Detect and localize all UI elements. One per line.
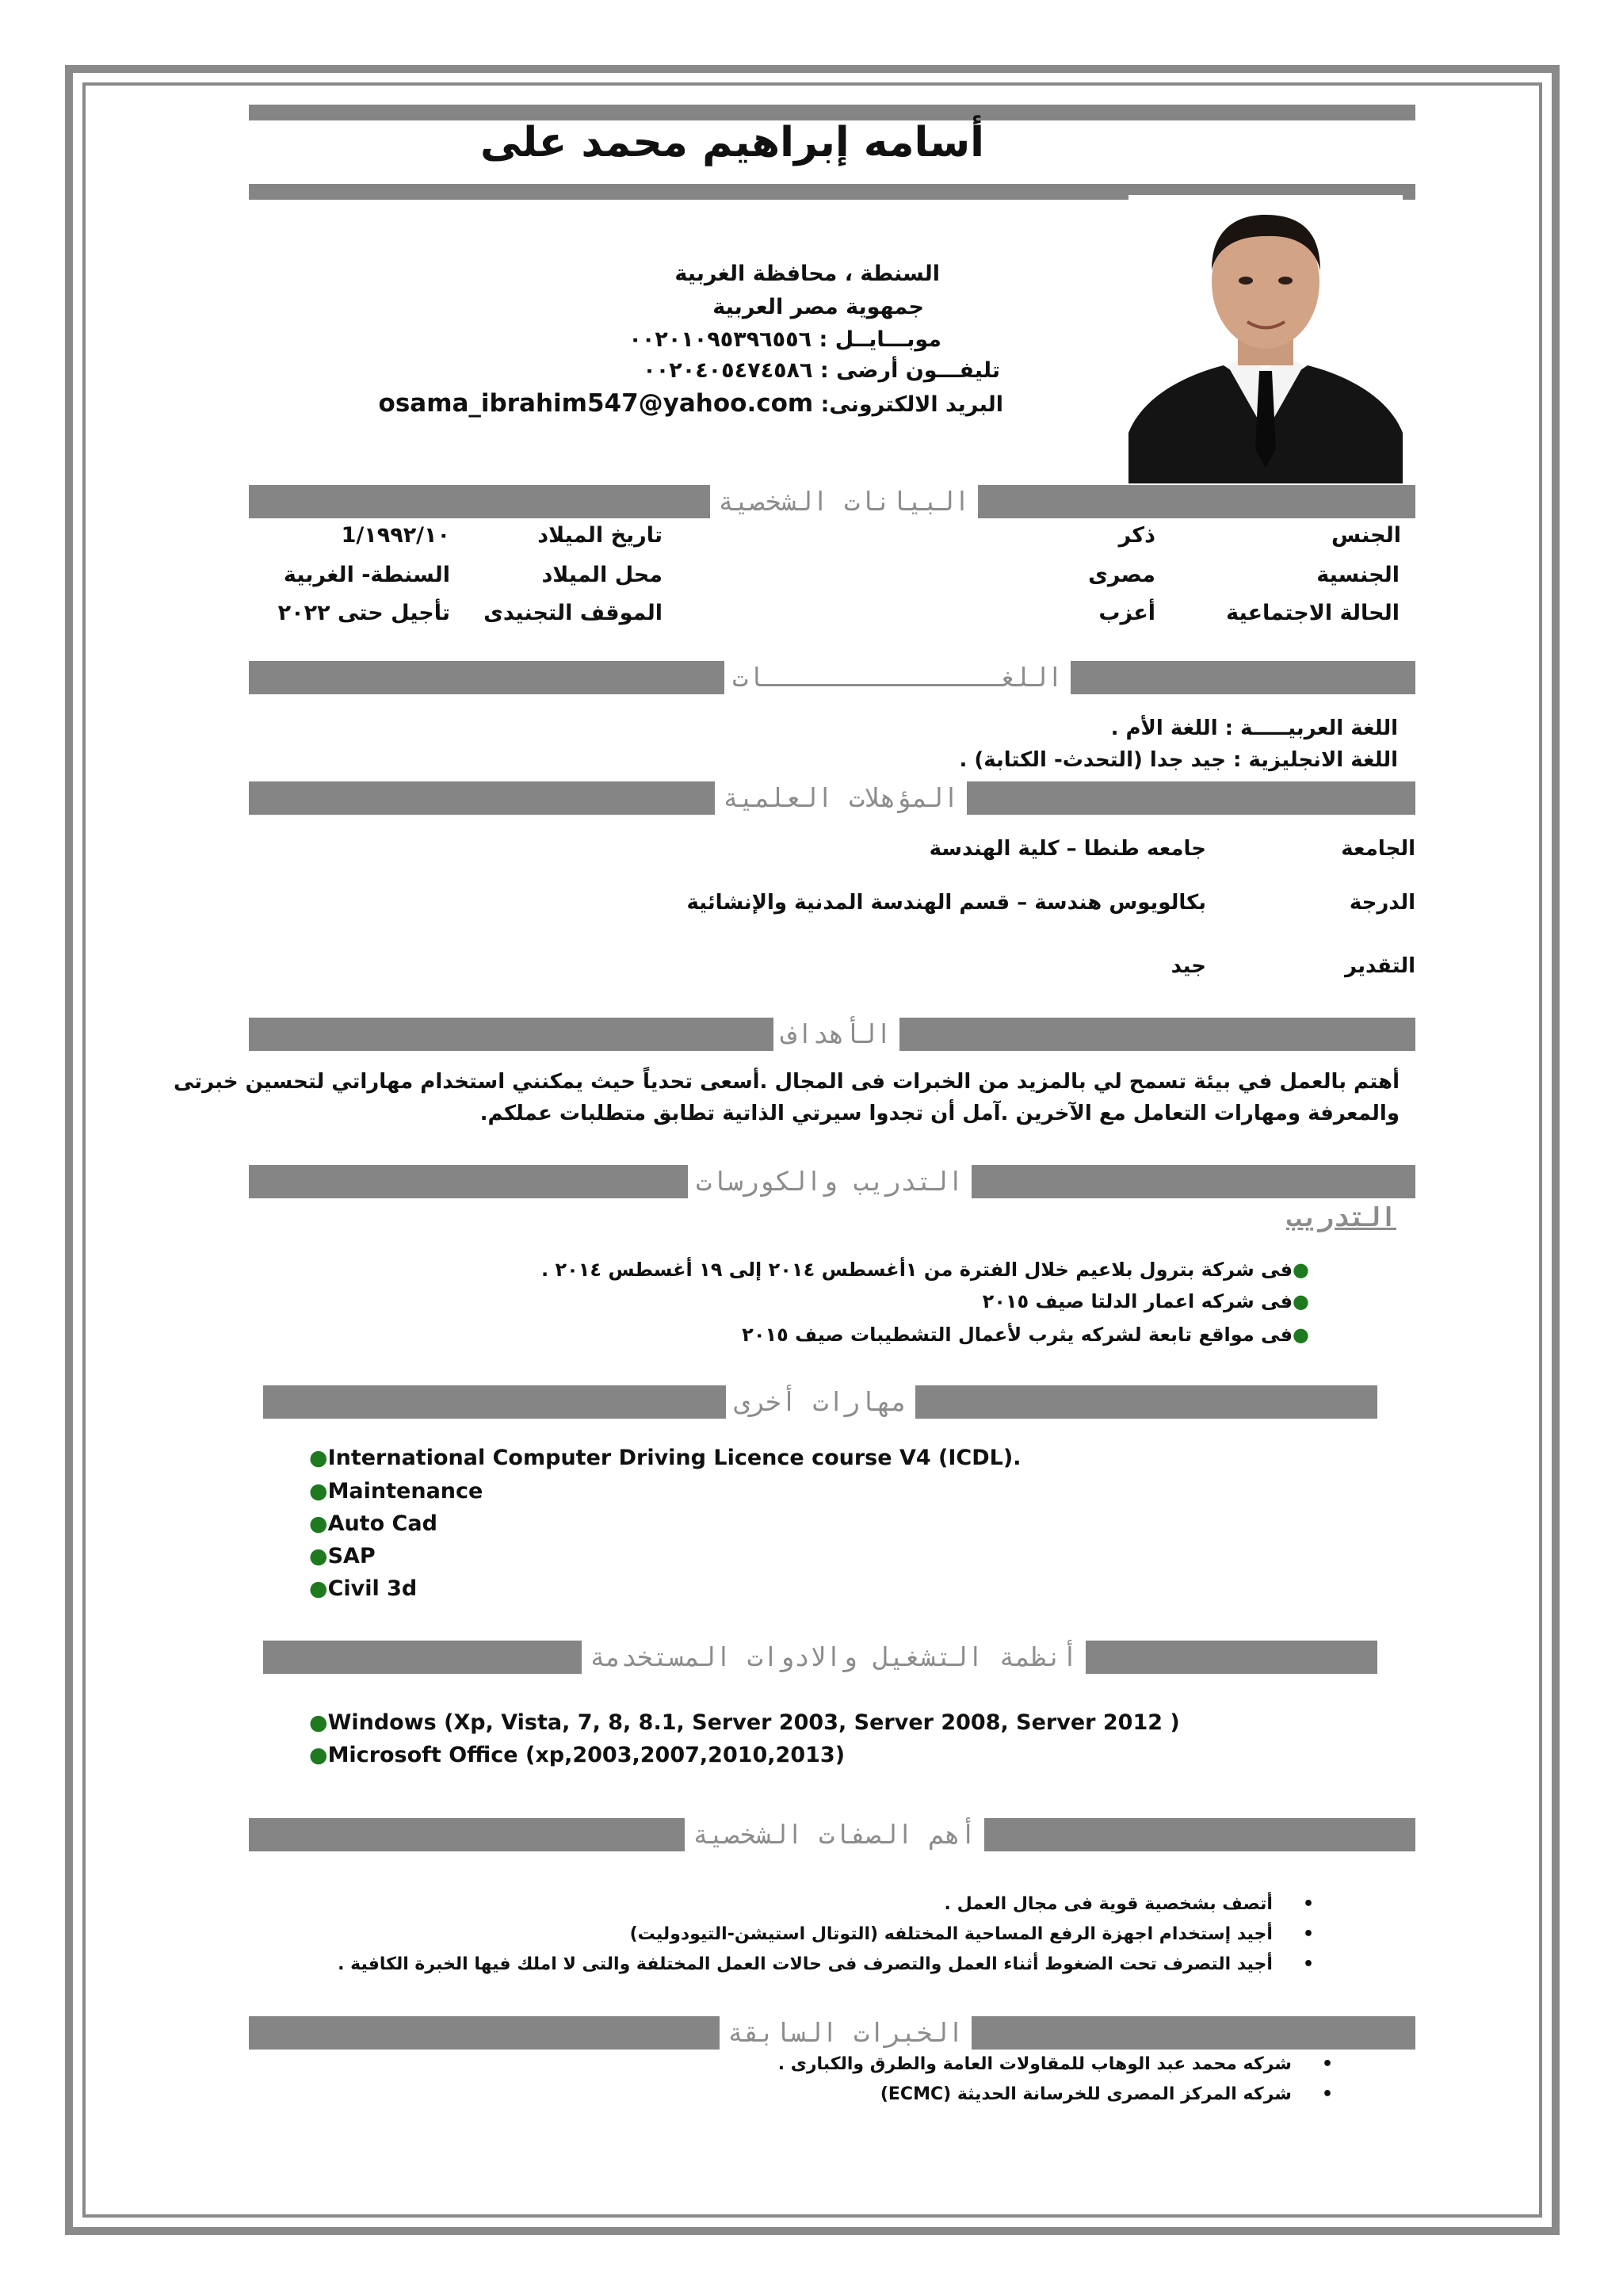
section-title-objectives: الأهداف: [773, 1018, 899, 1051]
university-value: جامعه طنطا – كلية الهندسة: [929, 837, 1206, 861]
phone-line: تليفـــون أرضى : ٠٠٢٠٤٠٥٤٧٤٥٨٦: [643, 358, 1000, 383]
birthdate-value: ١٩٩٢/١٠/1: [341, 523, 450, 548]
email-label: البريد الالكترونى:: [813, 392, 1003, 417]
skill-item: ●Auto Cad: [309, 1511, 437, 1536]
mobile-line: موبـــايــل : ٠٠٢٠١٠٩٥٣٩٦٥٥٦: [628, 327, 941, 352]
bullet-icon: ●: [309, 1479, 328, 1503]
section-objectives: [249, 1018, 1415, 1051]
skill-item: ●SAP: [309, 1544, 376, 1568]
degree-value: بكالويوس هندسة – قسم الهندسة المدنية والإنشائية: [686, 891, 1206, 915]
country-line: جمهوية مصر العربية: [712, 295, 924, 319]
section-title-traits: أهم الصفات الشخصية: [685, 1818, 984, 1851]
section-experience: [249, 2016, 1415, 2050]
training-item: ●فى مواقع تابعة لشركه يثرب لأعمال التشطيبات صيف ٢٠١٥: [742, 1324, 1309, 1346]
bullet-icon: •: [1321, 2054, 1333, 2074]
nationality-value: مصرى: [1088, 563, 1155, 587]
language-arabic: اللغة العربيـــــة : اللغة الأم .: [1110, 716, 1398, 740]
header-top-bar: [249, 105, 1415, 120]
section-languages: [249, 661, 1415, 694]
bullet-icon: ●: [309, 1544, 328, 1568]
degree-label: الدرجة: [1349, 891, 1415, 915]
experience-item: •شركه محمد عبد الوهاب للمقاولات العامة والطرق والكبارى .: [777, 2054, 1333, 2074]
military-label: الموقف التجنيدى: [483, 601, 663, 625]
university-label: الجامعة: [1341, 837, 1415, 861]
objectives-line-1: أهتم بالعمل في بيئة تسمح لي بالمزيد من الخبرات فى المجال .أسعى تحدياً حيث يمكنني استخدام مهاراتي لتحسين خبرتى: [174, 1070, 1400, 1094]
grade-value: جيد: [1170, 954, 1206, 978]
bullet-icon: ●: [309, 1710, 328, 1735]
bullet-icon: ●: [309, 1511, 328, 1536]
birthplace-value: السنطة- الغربية: [283, 563, 450, 587]
training-item: ●فى شركة بترول بلاعيم خلال الفترة من ١أغسطس ٢٠١٤ إلى ١٩ أغسطس ٢٠١٤ .: [540, 1259, 1309, 1281]
objectives-line-2: والمعرفة ومهارات التعامل مع الآخرين .آمل أن تجدوا سيرتي الذاتية تطابق متطلبات عملكم.: [479, 1102, 1400, 1125]
nationality-label: الجنسية: [1316, 563, 1400, 587]
bullet-icon: ●: [1293, 1259, 1309, 1281]
section-systems: [263, 1641, 1377, 1674]
section-title-languages: اللغـــــــــــــــات: [724, 661, 1071, 694]
section-traits: [249, 1818, 1415, 1851]
email-address[interactable]: osama_ibrahim547@yahoo.com: [378, 389, 814, 418]
skill-item: ●Maintenance: [309, 1479, 483, 1503]
address-line: السنطة ، محافظة الغربية: [674, 262, 940, 286]
bullet-icon: •: [1302, 1924, 1314, 1944]
bullet-icon: ●: [1293, 1290, 1309, 1312]
language-english: اللغة الانجليزية : جيد جدا (التحدث- الكتابة) .: [959, 748, 1398, 772]
gender-value: ذكر: [1118, 523, 1155, 548]
training-item: ●فى شركه اعمار الدلتا صيف ٢٠١٥: [982, 1290, 1309, 1312]
bullet-icon: •: [1302, 1894, 1314, 1914]
marital-label: الحالة الاجتماعية: [1226, 601, 1400, 625]
section-title-experience: الخبرات السابقة: [720, 2016, 972, 2050]
profile-photo: [1128, 195, 1403, 483]
training-subheading: التدريب: [1285, 1201, 1396, 1232]
section-training: [249, 1165, 1415, 1198]
section-title-qualifications: المؤهلات العلمية: [715, 781, 967, 815]
birthplace-label: محل الميلاد: [541, 563, 663, 587]
bullet-icon: •: [1302, 1954, 1314, 1974]
trait-item: •أجيد التصرف تحت الضغوط أثناء العمل والتصرف فى حالات العمل المختلفة والتى لا املك فيها الخبرة الكافية .: [338, 1954, 1314, 1974]
candidate-name: أسامه إبراهيم محمد على: [479, 119, 985, 166]
trait-item: •أجيد إستخدام اجهزة الرفع المساحية المختلفه (التوتال استيشن-التيودوليت): [629, 1924, 1314, 1944]
bullet-icon: ●: [309, 1576, 328, 1601]
bullet-icon: ●: [1293, 1324, 1309, 1346]
email-line: [379, 389, 1003, 418]
skill-item: ●International Computer Driving Licence course V4 (ICDL).: [309, 1446, 1022, 1470]
section-title-skills: مهارات أخرى: [726, 1385, 915, 1419]
skill-item: ●Civil 3d: [309, 1576, 418, 1601]
section-title-systems: أنظمة التشغيل والادوات المستخدمة: [582, 1641, 1086, 1674]
bullet-icon: ●: [309, 1446, 328, 1470]
system-item: ●Microsoft Office (xp,2003,2007,2010,2013): [309, 1743, 846, 1767]
gender-label: الجنس: [1331, 523, 1401, 548]
section-personal: [249, 485, 1415, 518]
bullet-icon: •: [1321, 2084, 1333, 2104]
section-title-training: التدريب والكورسات: [688, 1165, 972, 1198]
section-qualifications: [249, 781, 1415, 815]
military-value: تأجيل حتى ٢٠٢٢: [277, 601, 450, 625]
system-item: ●Windows (Xp, Vista, 7, 8, 8.1, Server 2003, Server 2008, Server 2012 ): [309, 1710, 1180, 1735]
section-skills: [263, 1385, 1377, 1419]
birthdate-label: تاريخ الميلاد: [537, 523, 663, 548]
bullet-icon: ●: [309, 1743, 328, 1767]
grade-label: التقدير: [1345, 954, 1415, 978]
section-title-personal: البيانات الشخصية: [710, 485, 978, 518]
marital-value: أعزب: [1098, 601, 1155, 625]
experience-item: •شركه المركز المصرى للخرسانة الحديثة (ECMC): [880, 2084, 1333, 2104]
trait-item: •أتصف بشخصية قوية فى مجال العمل .: [944, 1894, 1314, 1914]
